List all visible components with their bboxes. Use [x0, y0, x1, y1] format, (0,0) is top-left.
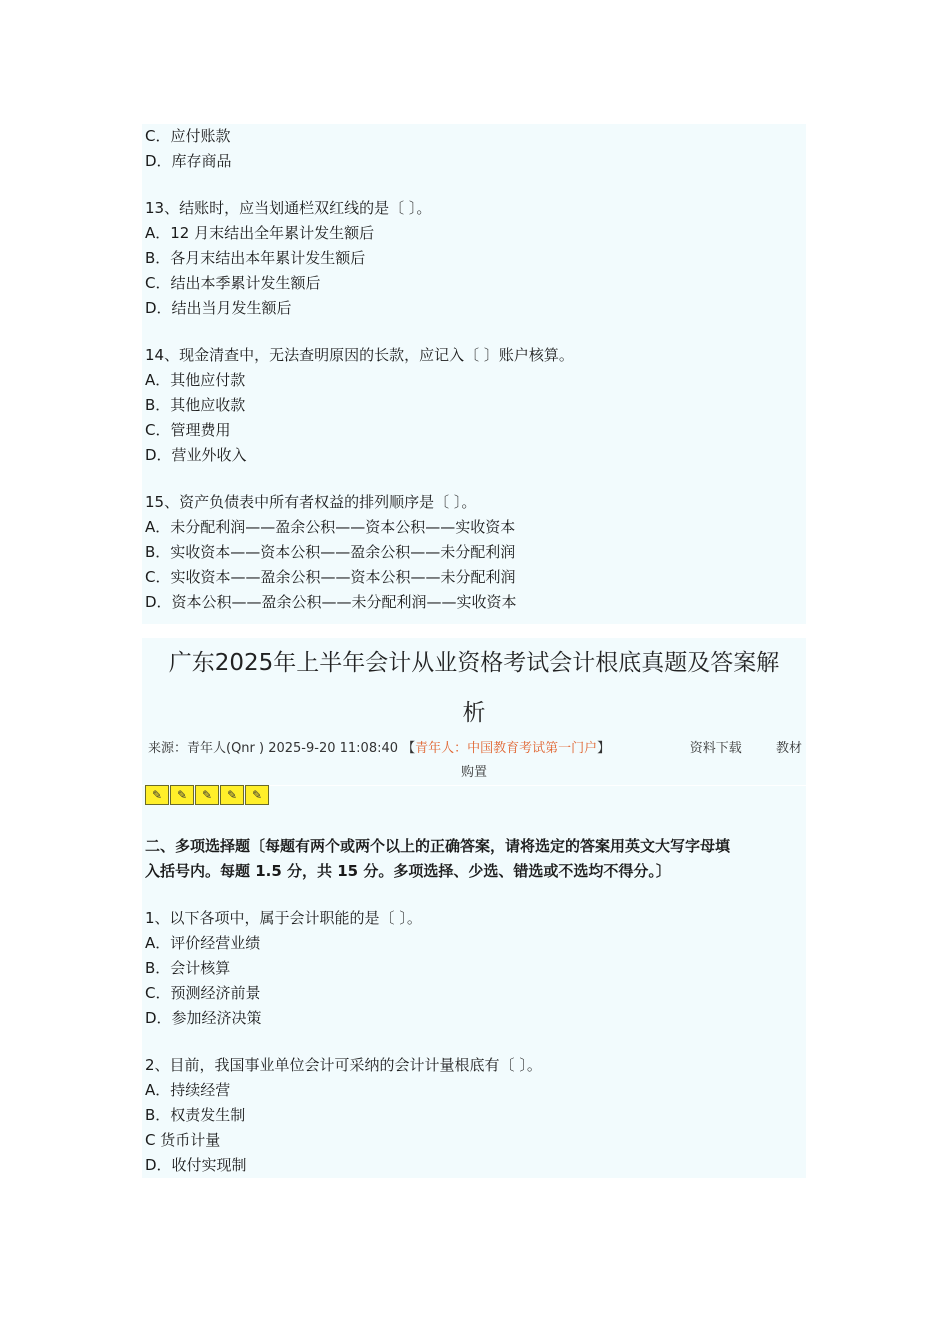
meta-close: 】: [597, 741, 611, 756]
meta-source: [148, 737, 610, 761]
questions-section-single: [145, 124, 574, 615]
spacer: [145, 884, 542, 906]
meta-links: [690, 737, 802, 761]
option-line: B．各月末结出本年累计发生额后: [145, 249, 366, 267]
rating-icon: ✎: [220, 785, 244, 805]
option-line: D．营业外收入: [145, 446, 247, 464]
rating-stars: [145, 785, 270, 805]
option-line: B．权责发生制: [145, 1106, 246, 1124]
spacer: [145, 321, 574, 343]
option-line: B．会计核算: [145, 959, 231, 977]
section2-heading-line1: 二、多项选择题〔每题有两个或两个以上的正确答案，请将选定的答案用英文大写字母填: [145, 837, 731, 855]
article-title-line1: 广东2025年上半年会计从业资格考试会计根底真题及答案解: [168, 650, 780, 676]
spacer: [145, 468, 574, 490]
download-link[interactable]: 资料下载: [689, 741, 742, 756]
section2-heading-line2: 入括号内。每题 1.5 分，共 15 分。多项选择、少选、错选或不选均不得分。〕: [145, 862, 671, 880]
question-line: 1、以下各项中，属于会计职能的是〔 〕。: [145, 909, 422, 927]
option-line: A．持续经营: [145, 1081, 231, 1099]
question-line: 14、现金清查中，无法查明原因的长款，应记入〔 〕账户核算。: [145, 346, 574, 364]
rating-icon: ✎: [195, 785, 219, 805]
question-line: 15、资产负债表中所有者权益的排列顺序是〔 〕。: [145, 493, 477, 511]
option-line: A．评价经营业绩: [145, 934, 261, 952]
buy-link[interactable]: 购置: [460, 765, 487, 780]
rating-icon: ✎: [145, 785, 169, 805]
question-line: 13、结账时，应当划通栏双红线的是〔 〕。: [145, 199, 432, 217]
option-line: D．资本公积——盈余公积——未分配利润——实收资本: [145, 593, 517, 611]
option-line: C．管理费用: [145, 421, 231, 439]
option-line: A．未分配利润——盈余公积——资本公积——实收资本: [145, 518, 516, 536]
option-line: C．预测经济前景: [145, 984, 261, 1002]
option-line: B．其他应收款: [145, 396, 246, 414]
books-link[interactable]: 教材: [775, 741, 802, 756]
option-line: D．参加经济决策: [145, 1009, 262, 1027]
option-line: B．实收资本——资本公积——盈余公积——未分配利润: [145, 543, 516, 561]
meta-site-link[interactable]: 青年人：中国教育考试第一门户: [415, 741, 598, 756]
option-line: A．12 月末结出全年累计发生额后: [145, 224, 375, 242]
option-line: C．结出本季累计发生额后: [145, 274, 321, 292]
article-title: [142, 638, 806, 738]
option-line: D．收付实现制: [145, 1156, 247, 1174]
article-meta: [142, 737, 806, 785]
option-line: A．其他应付款: [145, 371, 246, 389]
option-line: C 货币计量: [145, 1131, 221, 1149]
questions-section-multi: [145, 884, 542, 1178]
article-title-line2: 析: [462, 700, 486, 726]
meta-source-text: 来源：青年人(Qnr ) 2025-9-20 11:08:40 【: [148, 741, 416, 756]
option-line: D．库存商品: [145, 152, 232, 170]
option-line: C．实收资本——盈余公积——资本公积——未分配利润: [145, 568, 516, 586]
rating-icon: ✎: [170, 785, 194, 805]
option-line: D．结出当月发生额后: [145, 299, 292, 317]
question-line: 2、目前，我国事业单位会计可采纳的会计计量根底有〔 〕。: [145, 1056, 542, 1074]
spacer: [145, 174, 574, 196]
spacer: [145, 1031, 542, 1053]
option-line: C．应付账款: [145, 127, 231, 145]
section2-heading: [145, 834, 730, 884]
rating-icon: ✎: [245, 785, 269, 805]
